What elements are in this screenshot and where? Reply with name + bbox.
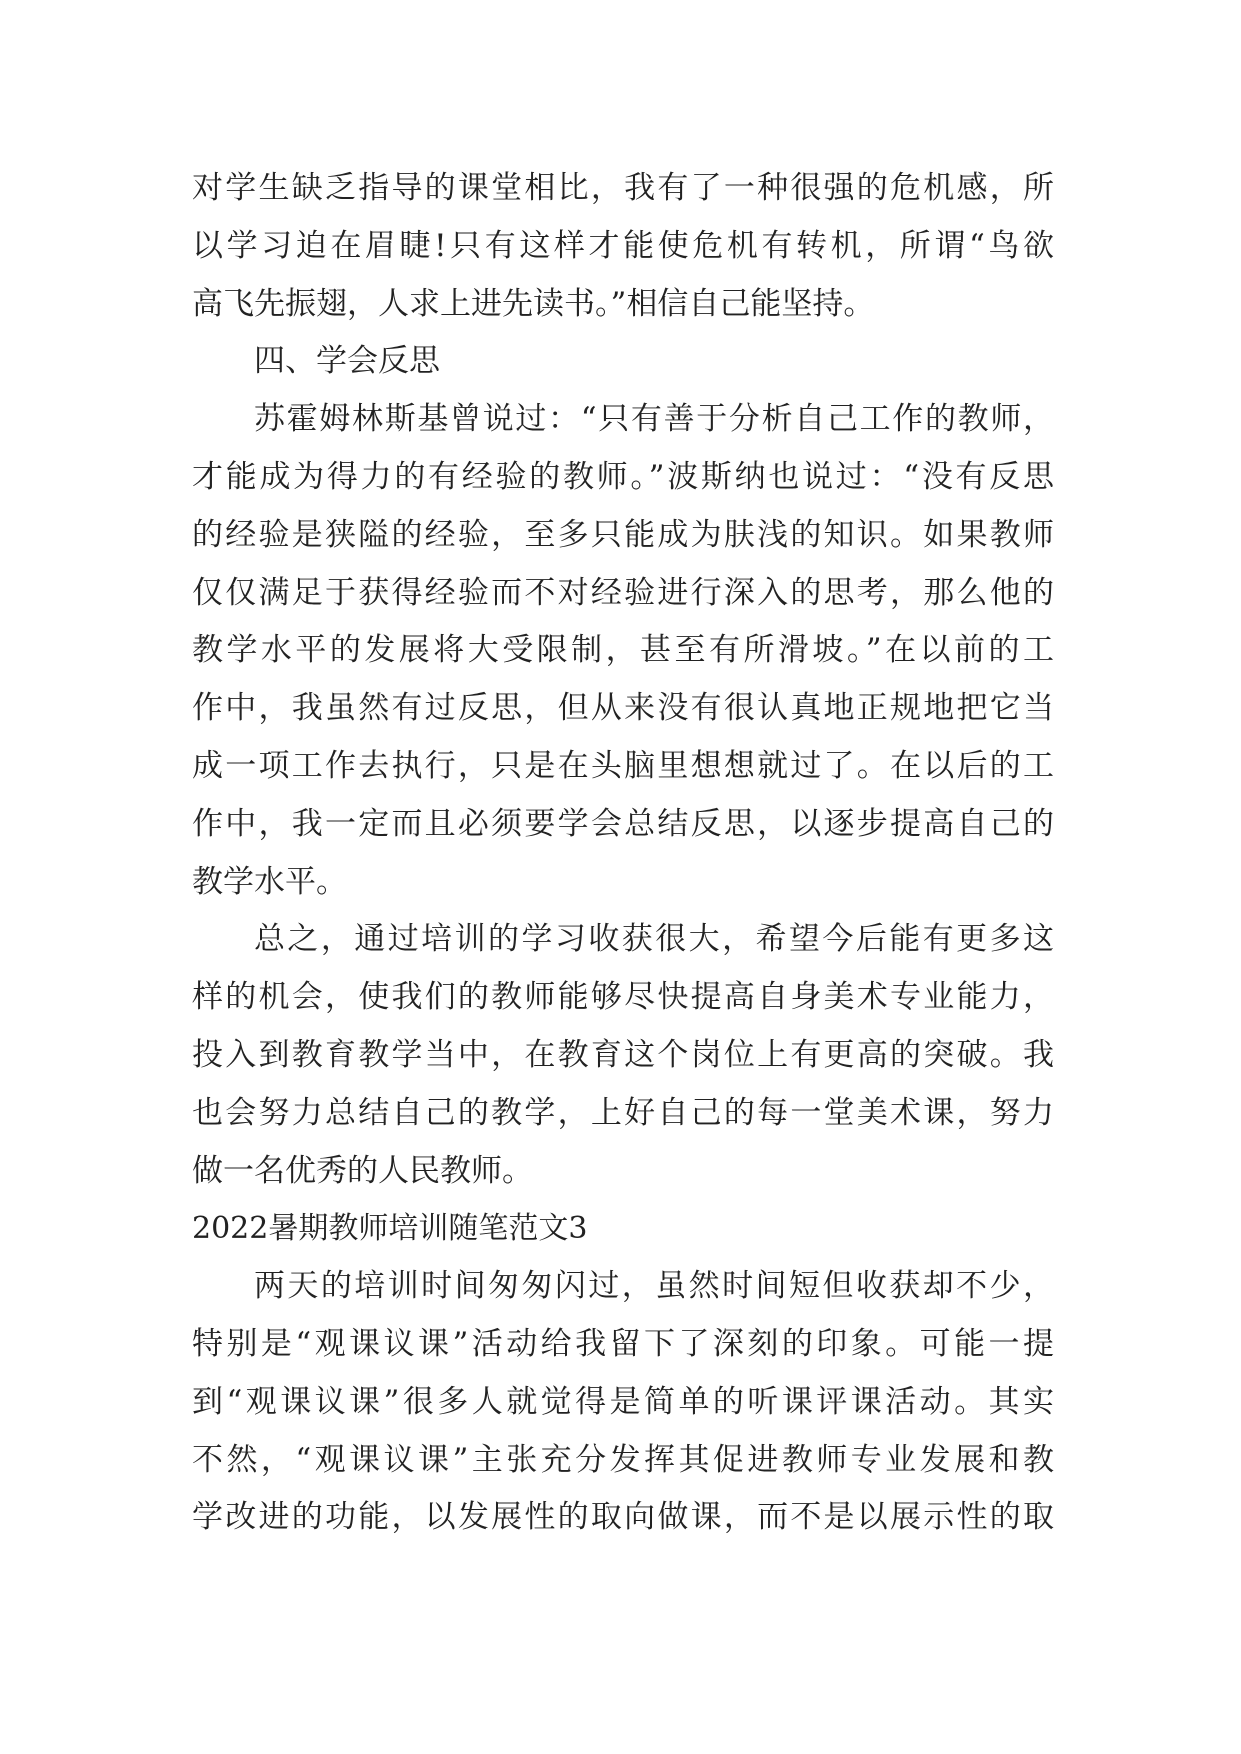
text-line: 才能成为得力的有经验的教师。”波斯纳也说过：“没有反思 <box>192 458 1054 495</box>
text-line: 苏霍姆林斯基曾说过：“只有善于分析自己工作的教师， <box>254 401 1054 438</box>
text-line: 不然，“观课议课”主张充分发挥其促进教师专业发展和教 <box>192 1441 1054 1478</box>
text-line: 教学水平的发展将大受限制，甚至有所滑坡。”在以前的工 <box>192 632 1054 669</box>
text-line: 教学水平。 <box>192 863 347 900</box>
text-line: 学改进的功能，以发展性的取向做课，而不是以展示性的取 <box>192 1499 1054 1536</box>
document-body <box>192 160 1054 1547</box>
text-line: 作中，我一定而且必须要学会总结反思，以逐步提高自己的 <box>192 805 1054 842</box>
text-line: 四、学会反思 <box>254 343 440 380</box>
text-line: 做一名优秀的人民教师。 <box>192 1152 533 1189</box>
text-line: 仅仅满足于获得经验而不对经验进行深入的思考，那么他的 <box>192 574 1054 611</box>
text-line: 到“观课议课”很多人就觉得是简单的听课评课活动。其实 <box>192 1383 1054 1420</box>
text-line: 对学生缺乏指导的课堂相比，我有了一种很强的危机感，所 <box>192 170 1054 206</box>
text-line: 高飞先振翅，人求上进先读书。”相信自己能坚持。 <box>192 285 875 322</box>
text-line: 以学习迫在眉睫!只有这样才能使危机有转机，所谓“鸟欲 <box>192 227 1054 264</box>
text-line: 特别是“观课议课”活动给我留下了深刻的印象。可能一提 <box>192 1325 1054 1362</box>
text-line: 两天的培训时间匆匆闪过，虽然时间短但收获却不少， <box>254 1268 1054 1305</box>
text-line: 也会努力总结自己的教学，上好自己的每一堂美术课，努力 <box>192 1094 1054 1131</box>
text-line: 总之，通过培训的学习收获很大，希望今后能有更多这 <box>254 921 1054 958</box>
text-line: 成一项工作去执行，只是在头脑里想想就过了。在以后的工 <box>192 747 1054 784</box>
section-heading: 2022暑期教师培训随笔范文3 <box>192 1211 588 1247</box>
text-line: 投入到教育教学当中，在教育这个岗位上有更高的突破。我 <box>192 1036 1054 1073</box>
text-line: 的经验是狭隘的经验，至多只能成为肤浅的知识。如果教师 <box>192 516 1054 553</box>
text-line: 样的机会，使我们的教师能够尽快提高自身美术专业能力， <box>192 979 1054 1016</box>
text-line: 作中，我虽然有过反思，但从来没有很认真地正规地把它当 <box>192 690 1054 727</box>
